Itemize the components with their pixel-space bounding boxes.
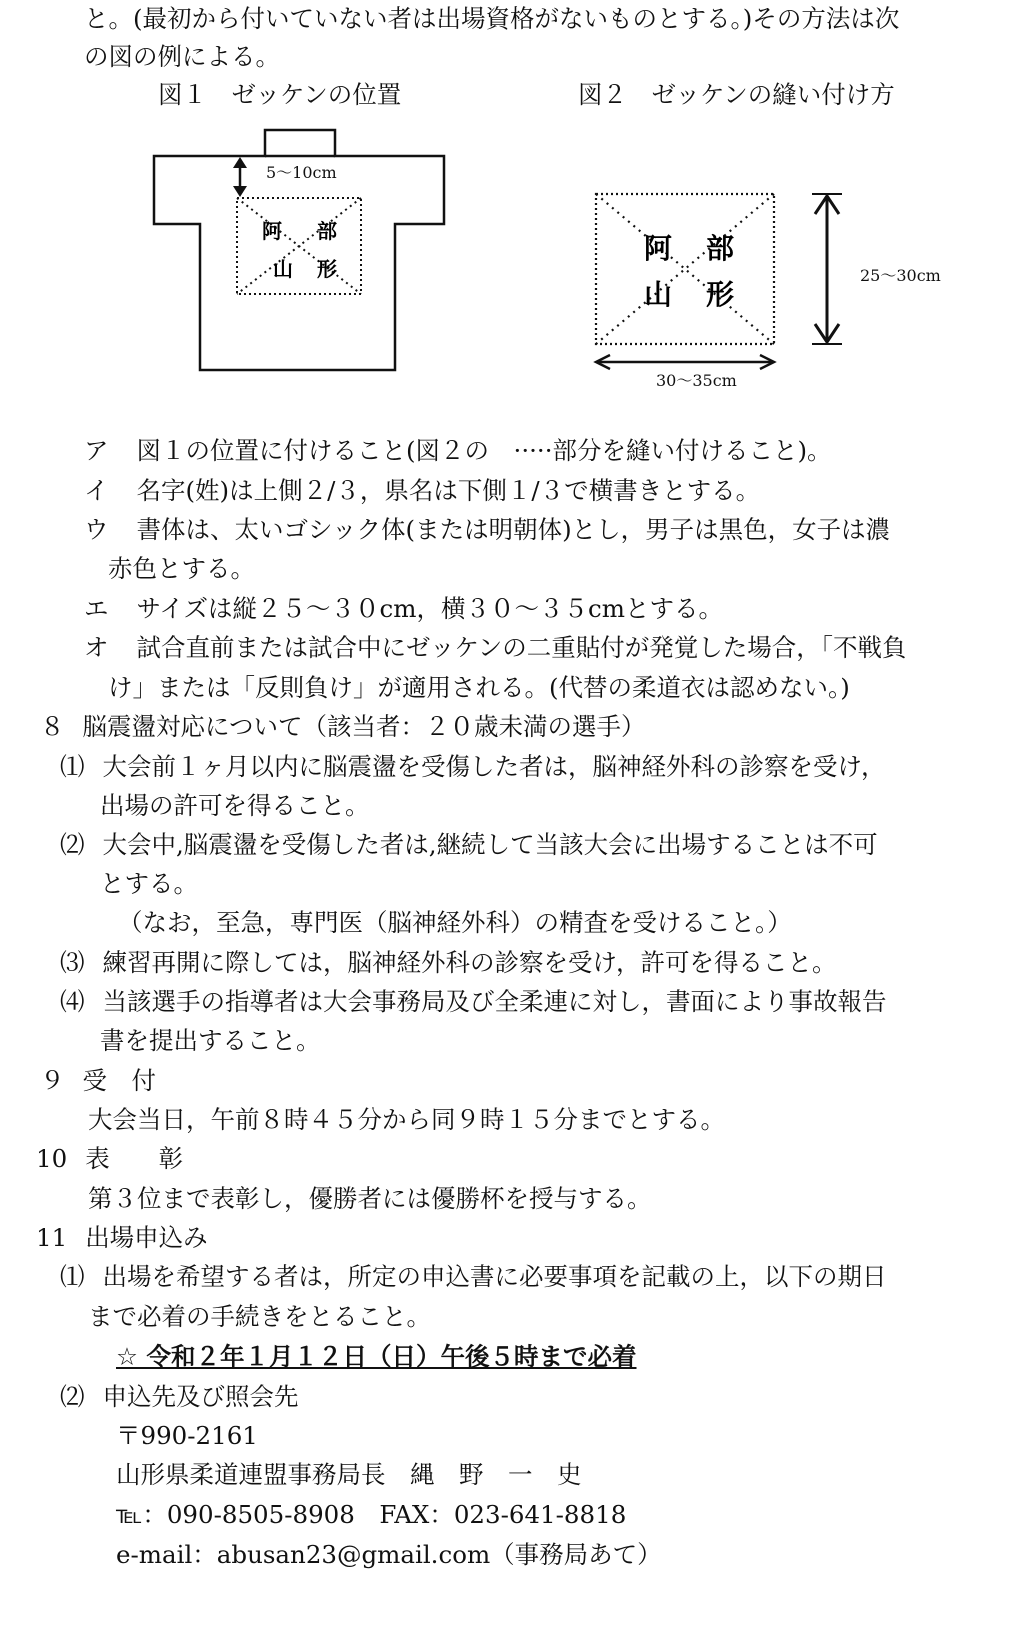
figure-2-bib-diagram [590, 186, 850, 376]
section-8-item-4-cont: 書を提出すること。 [100, 1026, 321, 1055]
section-10-heading: 10 表 彰 [36, 1144, 184, 1173]
intro-line-2: の図の例による。 [84, 42, 280, 71]
figure-1-caption: 図１ ゼッケンの位置 [158, 80, 402, 109]
bib2-char-2: 部 [705, 232, 735, 265]
rule-u-cont: 赤色とする。 [108, 554, 255, 583]
section-11-item-1: ⑴ 出場を希望する者は，所定の申込書に必要事項を記載の上，以下の期日 [60, 1262, 887, 1291]
rule-a: ア 図１の位置に付けること(図２の ·····部分を縫い付けること)。 [84, 436, 832, 465]
rule-e: エ サイズは縦２５〜３０cm，横３０〜３５cmとする。 [84, 594, 723, 623]
bib2-char-1: 阿 [643, 232, 673, 265]
section-10-body: 第３位まで表彰し，優勝者には優勝杯を授与する。 [88, 1184, 652, 1213]
deadline-notice: ☆ 令和２年１月１２日（日）午後５時まで必着 [116, 1342, 637, 1371]
section-8-heading: ８ 脳震盪対応について（該当者：２０歳未満の選手） [40, 712, 646, 741]
contact-name: 山形県柔道連盟事務局長 縄 野 一 史 [116, 1460, 582, 1489]
section-9-heading: ９ 受 付 [40, 1066, 156, 1095]
figure-2-height-label: 25〜30cm [860, 266, 941, 285]
section-8-item-3: ⑶ 練習再開に際しては，脳神経外科の診察を受け，許可を得ること。 [60, 948, 837, 977]
figure-2-width-label: 30〜35cm [656, 371, 737, 390]
bib2-char-4: 形 [705, 278, 735, 311]
rule-o-cont: け」または「反則負け」が適用される。(代替の柔道衣は認めない。) [108, 673, 850, 702]
rule-i: イ 名字(姓)は上側２/３，県名は下側１/３で横書きとする。 [84, 476, 761, 505]
bib1-char-3: 山 [273, 257, 293, 281]
section-9-body: 大会当日，午前８時４５分から同９時１５分までとする。 [88, 1105, 725, 1134]
section-11-heading: 11 出場申込み [36, 1223, 208, 1252]
section-8-item-1-cont: 出場の許可を得ること。 [100, 791, 370, 820]
bib1-char-2: 部 [317, 219, 337, 243]
bib1-char-1: 阿 [262, 219, 282, 243]
bib1-char-4: 形 [317, 257, 337, 281]
rule-o: オ 試合直前または試合中にゼッケンの二重貼付が発覚した場合，「不戦負 [84, 633, 907, 662]
section-8-item-2-cont: とする。 [100, 869, 198, 898]
postal-code: 〒990-2161 [116, 1421, 258, 1450]
tel-fax: ℡：090-8505-8908 FAX：023-641-8818 [116, 1500, 627, 1529]
figure-1-distance-label: 5〜10cm [266, 163, 337, 182]
section-8-item-1: ⑴ 大会前１ヶ月以内に脳震盪を受傷した者は，脳神経外科の診察を受け， [60, 752, 886, 781]
section-8-item-2-note: （なお，至急，専門医（脳神経外科）の精査を受けること。） [118, 908, 792, 937]
section-11-item-1-cont: まで必着の手続きをとること。 [88, 1302, 431, 1331]
figure-2-caption: 図２ ゼッケンの縫い付け方 [578, 80, 895, 109]
intro-line-1: と。(最初から付いていない者は出場資格がないものとする。)その方法は次 [84, 4, 900, 33]
section-11-item-2: ⑵ 申込先及び照会先 [60, 1382, 299, 1411]
rule-u: ウ 書体は、太いゴシック体(または明朝体)とし，男子は黒色，女子は濃 [84, 515, 891, 544]
section-8-item-4: ⑷ 当該選手の指導者は大会事務局及び全柔連に対し，書面により事故報告 [60, 987, 887, 1016]
bib2-char-3: 山 [643, 278, 673, 311]
section-8-item-2: ⑵ 大会中,脳震盪を受傷した者は,継続して当該大会に出場することは不可 [60, 830, 878, 859]
email-address[interactable]: e-mail：abusan23@gmail.com（事務局あて） [116, 1540, 662, 1569]
